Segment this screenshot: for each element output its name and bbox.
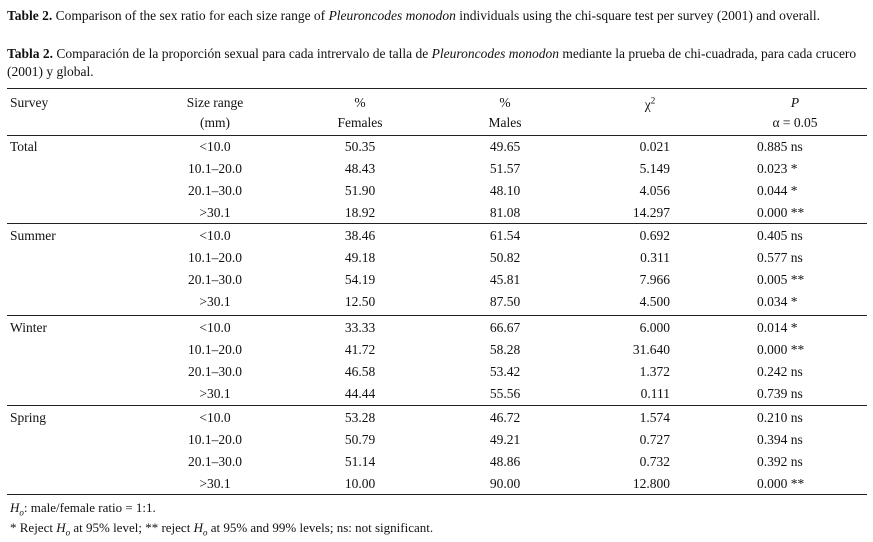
chi-square-cell: 4.056 [639,183,670,198]
p-value-cell: 0.210 ns [757,410,803,425]
females-pct-cell: 46.58 [344,364,376,379]
p-value-cell: 0.034 * [757,294,798,309]
females-pct-cell: 50.79 [344,432,376,447]
size-range-cell: <10.0 [199,410,231,425]
chi-square-cell: 0.692 [639,228,670,243]
chi-square-cell: 6.000 [639,320,670,335]
males-pct-cell: 53.42 [489,364,521,379]
group-separator-rule [7,315,867,316]
p-value-cell: 0.242 ns [757,364,803,379]
header-survey: Survey [10,95,49,110]
survey-label: Winter [10,320,47,335]
males-pct-cell: 45.81 [489,272,521,287]
caption-text: mediante la prueba de chi-cuadrada, para cada crucero (2001) y global. [7,46,857,79]
females-pct-cell: 53.28 [344,410,376,425]
p-value-cell: 0.405 ns [757,228,803,243]
chi-square-cell: 0.732 [639,454,670,469]
caption-english [7,7,869,25]
chi-square-cell: 0.727 [639,432,670,447]
size-range-cell: >30.1 [199,476,231,491]
females-pct-cell: 44.44 [344,386,376,401]
size-range-cell: 10.1–20.0 [188,342,242,357]
females-pct-cell: 54.19 [344,272,376,287]
group-separator-rule [7,223,867,224]
size-range-cell: >30.1 [199,386,231,401]
size-range-cell: 20.1–30.0 [188,454,242,469]
males-pct-cell: 55.56 [489,386,521,401]
caption-text: Comparación de la proporción sexual para cada intrervalo de talla de [53,46,432,61]
males-pct-cell: 81.08 [489,205,521,220]
chi-square-cell: 1.372 [639,364,670,379]
males-pct-cell: 87.50 [489,294,521,309]
footnote-hypothesis: $H_o$: male/female ratio = 1:1. [10,500,156,518]
size-range-cell: >30.1 [199,205,231,220]
males-pct-cell: 90.00 [489,476,521,491]
chi-square-cell: 7.966 [639,272,670,287]
survey-label: Summer [10,228,56,243]
size-range-cell: <10.0 [199,228,231,243]
size-range-cell: >30.1 [199,294,231,309]
females-pct-cell: 12.50 [344,294,376,309]
p-value-cell: 0.000 ** [757,205,805,220]
header-alpha: α = 0.05 [772,115,818,130]
chi-square-cell: 12.800 [632,476,670,491]
size-range-cell: 20.1–30.0 [188,183,242,198]
caption-species: Pleuroncodes monodon [431,46,559,61]
chi-square-cell: 4.500 [639,294,670,309]
p-value-cell: 0.739 ns [757,386,803,401]
chi-square-cell: 0.311 [640,250,670,265]
chi-square-cell: 31.640 [632,342,670,357]
females-pct-cell: 10.00 [344,476,376,491]
males-pct-cell: 50.82 [489,250,521,265]
header-size-unit: (mm) [200,115,230,130]
p-value-cell: 0.394 ns [757,432,803,447]
size-range-cell: 20.1–30.0 [188,364,242,379]
size-range-cell: <10.0 [199,139,231,154]
caption-label: Table 2. [7,8,53,23]
chi-square-cell: 1.574 [639,410,670,425]
males-pct-cell: 51.57 [489,161,521,176]
size-range-cell: 10.1–20.0 [188,432,242,447]
p-value-cell: 0.023 * [757,161,798,176]
caption-text: Comparison of the sex ratio for each size range of [52,8,329,23]
males-pct-cell: 58.28 [489,342,521,357]
females-pct-cell: 51.90 [344,183,376,198]
survey-label: Spring [10,410,47,425]
group-separator-rule [7,405,867,406]
survey-label: Total [10,139,38,154]
header-males-pct: % [499,95,511,110]
size-range-cell: <10.0 [199,320,231,335]
chi-square-cell: 0.111 [640,386,670,401]
header-p: P [790,95,800,110]
males-pct-cell: 48.86 [489,454,521,469]
table-bottom-rule [7,494,867,495]
females-pct-cell: 48.43 [344,161,376,176]
footnote-significance: * Reject $H_o$ at 95% level; ** reject $H_o$ at 95% and 99% levels; ns: not significant. [10,520,434,538]
females-pct-cell: 18.92 [344,205,376,220]
p-value-cell: 0.000 ** [757,342,805,357]
caption-label: Tabla 2. [7,46,54,61]
header-bottom-rule [7,135,867,136]
table-top-rule [7,88,867,89]
males-pct-cell: 49.65 [489,139,521,154]
males-pct-cell: 49.21 [489,432,521,447]
males-pct-cell: 48.10 [489,183,521,198]
p-value-cell: 0.044 * [757,183,798,198]
caption-species: Pleuroncodes monodon [328,8,456,23]
p-value-cell: 0.005 ** [757,272,805,287]
header-chi-square: $\chi^2$ [644,95,656,112]
header-females: Females [337,115,383,130]
females-pct-cell: 38.46 [344,228,376,243]
chi-square-cell: 5.149 [639,161,670,176]
males-pct-cell: 61.54 [489,228,521,243]
size-range-cell: 20.1–30.0 [188,272,242,287]
chi-square-cell: 0.021 [639,139,670,154]
p-value-cell: 0.392 ns [757,454,803,469]
females-pct-cell: 51.14 [344,454,376,469]
header-females-pct: % [354,95,366,110]
females-pct-cell: 49.18 [344,250,376,265]
size-range-cell: 10.1–20.0 [188,161,242,176]
females-pct-cell: 41.72 [344,342,376,357]
females-pct-cell: 50.35 [344,139,376,154]
size-range-cell: 10.1–20.0 [188,250,242,265]
females-pct-cell: 33.33 [344,320,376,335]
p-value-cell: 0.885 ns [757,139,803,154]
males-pct-cell: 66.67 [489,320,521,335]
chi-square-cell: 14.297 [632,205,670,220]
header-males: Males [488,115,522,130]
caption-spanish [7,45,869,81]
header-size-range: Size range [186,95,244,110]
p-value-cell: 0.577 ns [757,250,803,265]
males-pct-cell: 46.72 [489,410,521,425]
p-value-cell: 0.014 * [757,320,798,335]
caption-text: individuals using the chi-square test per survey (2001) and overall. [455,8,820,23]
p-value-cell: 0.000 ** [757,476,805,491]
